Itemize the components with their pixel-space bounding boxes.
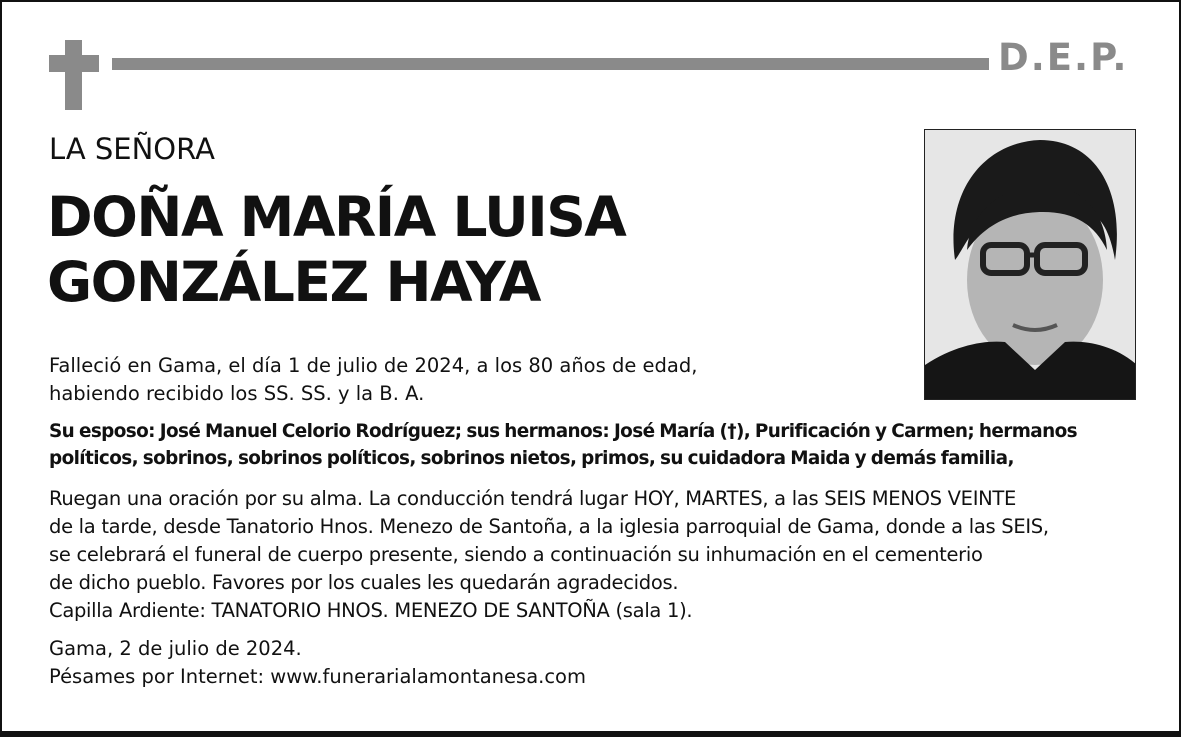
intro-text [49, 352, 697, 408]
ceremony-line: se celebrará el funeral de cuerpo presente, siendo a continuación su inhumación en el cementerio [49, 543, 983, 566]
family-line: Su esposo: José Manuel Celorio Rodríguez; sus hermanos: José María (†), Purificación y Carmen; hermanos [49, 421, 1077, 442]
dep-mark: D.E.P. [998, 36, 1129, 79]
family-text [49, 418, 1139, 472]
intro-line: Falleció en Gama, el día 1 de julio de 2024, a los 80 años de edad, [49, 354, 698, 377]
ceremony-line: de la tarde, desde Tanatorio Hnos. Menezo de Santoña, a la iglesia parroquial de Gama, donde a las SEIS, [49, 515, 1049, 538]
ceremony-line: Capilla Ardiente: TANATORIO HNOS. MENEZO DE SANTOÑA (sala 1). [49, 599, 693, 622]
header-rule [112, 58, 989, 70]
deceased-name [47, 185, 625, 315]
portrait-photo [924, 129, 1136, 400]
footer-web: Pésames por Internet: www.funerarialamontanesa.com [49, 665, 586, 688]
deceased-name-line-1: DOÑA MARÍA LUISA [47, 185, 626, 249]
footer [49, 635, 586, 691]
family-line: políticos, sobrinos, sobrinos políticos, sobrinos nietos, primos, su cuidadora Maida y demás familia, [49, 448, 1014, 469]
deceased-title: LA SEÑORA [49, 132, 215, 166]
ceremony-line: Ruegan una oración por su alma. La conducción tendrá lugar HOY, MARTES, a las SEIS MENOS VEINTE [49, 487, 1017, 510]
ceremony-text [49, 485, 1049, 625]
intro-line: habiendo recibido los SS. SS. y la B. A. [49, 382, 425, 405]
ceremony-line: de dicho pueblo. Favores por los cuales les quedarán agradecidos. [49, 571, 679, 594]
deceased-name-line-2: GONZÁLEZ HAYA [47, 250, 540, 314]
footer-date: Gama, 2 de julio de 2024. [49, 637, 302, 660]
